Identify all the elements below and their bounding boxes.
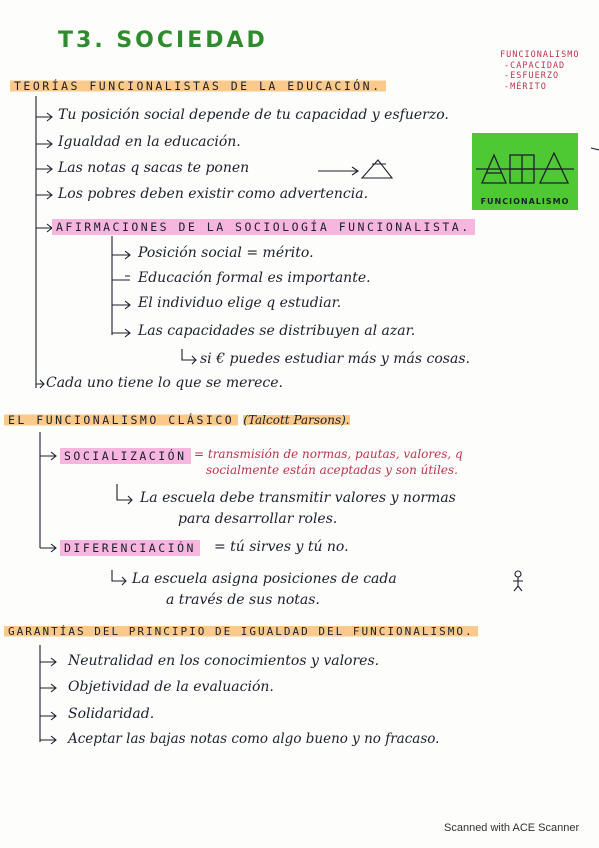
scanner-footer: Scanned with ACE Scanner — [444, 822, 580, 834]
list-item: Objetividad de la evaluación. — [68, 679, 274, 695]
note-line: La escuela asigna posiciones de cada — [132, 571, 397, 587]
note-line: a través de sus notas. — [166, 592, 320, 608]
side-note-item: -MÉRITO — [504, 81, 547, 92]
green-box-label: FUNCIONALISMO — [480, 197, 570, 206]
section-heading-garantias: GARANTÍAS DEL PRINCIPIO DE IGUALDAD DEL FUNCIONALISMO. — [4, 624, 478, 639]
section-heading-clasico — [4, 409, 350, 428]
section-subheading-afirmaciones: AFIRMACIONES DE LA SOCIOLOGÍA FUNCIONALISTA. — [52, 219, 475, 235]
side-note-heading: FUNCIONALISMO — [500, 50, 580, 60]
list-item: Igualdad en la educación. — [58, 134, 241, 150]
term-socializacion: SOCIALIZACIÓN — [60, 448, 191, 464]
list-item: Educación formal es importante. — [138, 270, 371, 286]
definition-line: = tú sirves y tú no. — [214, 539, 349, 555]
definition-line: socialmente están aceptadas y son útiles. — [206, 463, 458, 477]
list-item: si € puedes estudiar más y más cosas. — [200, 351, 470, 367]
list-item: Cada uno tiene lo que se merece. — [46, 375, 283, 391]
list-item: Aceptar las bajas notas como algo bueno y no fracaso. — [68, 731, 440, 747]
list-item: Tu posición social depende de tu capacidad y esfuerzo. — [58, 107, 449, 123]
side-note-item: -CAPACIDAD — [504, 60, 566, 71]
section-heading-text: EL FUNCIONALISMO CLÁSICO — [4, 412, 238, 428]
section-heading-teorias: TEORÍAS FUNCIONALISTAS DE LA EDUCACIÓN. — [10, 78, 386, 94]
funcionalismo-sticker — [472, 133, 578, 210]
list-item: Los pobres deben existir como advertencia. — [58, 186, 369, 202]
definition-line: = transmisión de normas, pautas, valores, q — [194, 447, 463, 461]
side-note — [500, 50, 580, 92]
page-title: T3. SOCIEDAD — [58, 28, 268, 53]
side-note-item: -ESFUERZO — [504, 71, 560, 81]
list-item: Neutralidad en los conocimientos y valores. — [68, 653, 380, 669]
list-item: Las notas q sacas te ponen — [58, 160, 250, 176]
note-line: La escuela debe transmitir valores y normas — [140, 490, 456, 506]
note-line: para desarrollar roles. — [178, 511, 338, 527]
term-diferenciacion: DIFERENCIACIÓN — [60, 540, 200, 556]
list-item: Las capacidades se distribuyen al azar. — [138, 323, 416, 339]
list-item: Solidaridad. — [68, 706, 155, 722]
section-heading-suffix: (Talcott Parsons). — [243, 413, 350, 427]
list-item: El individuo elige q estudiar. — [138, 295, 342, 311]
list-item: Posición social = mérito. — [138, 245, 314, 261]
